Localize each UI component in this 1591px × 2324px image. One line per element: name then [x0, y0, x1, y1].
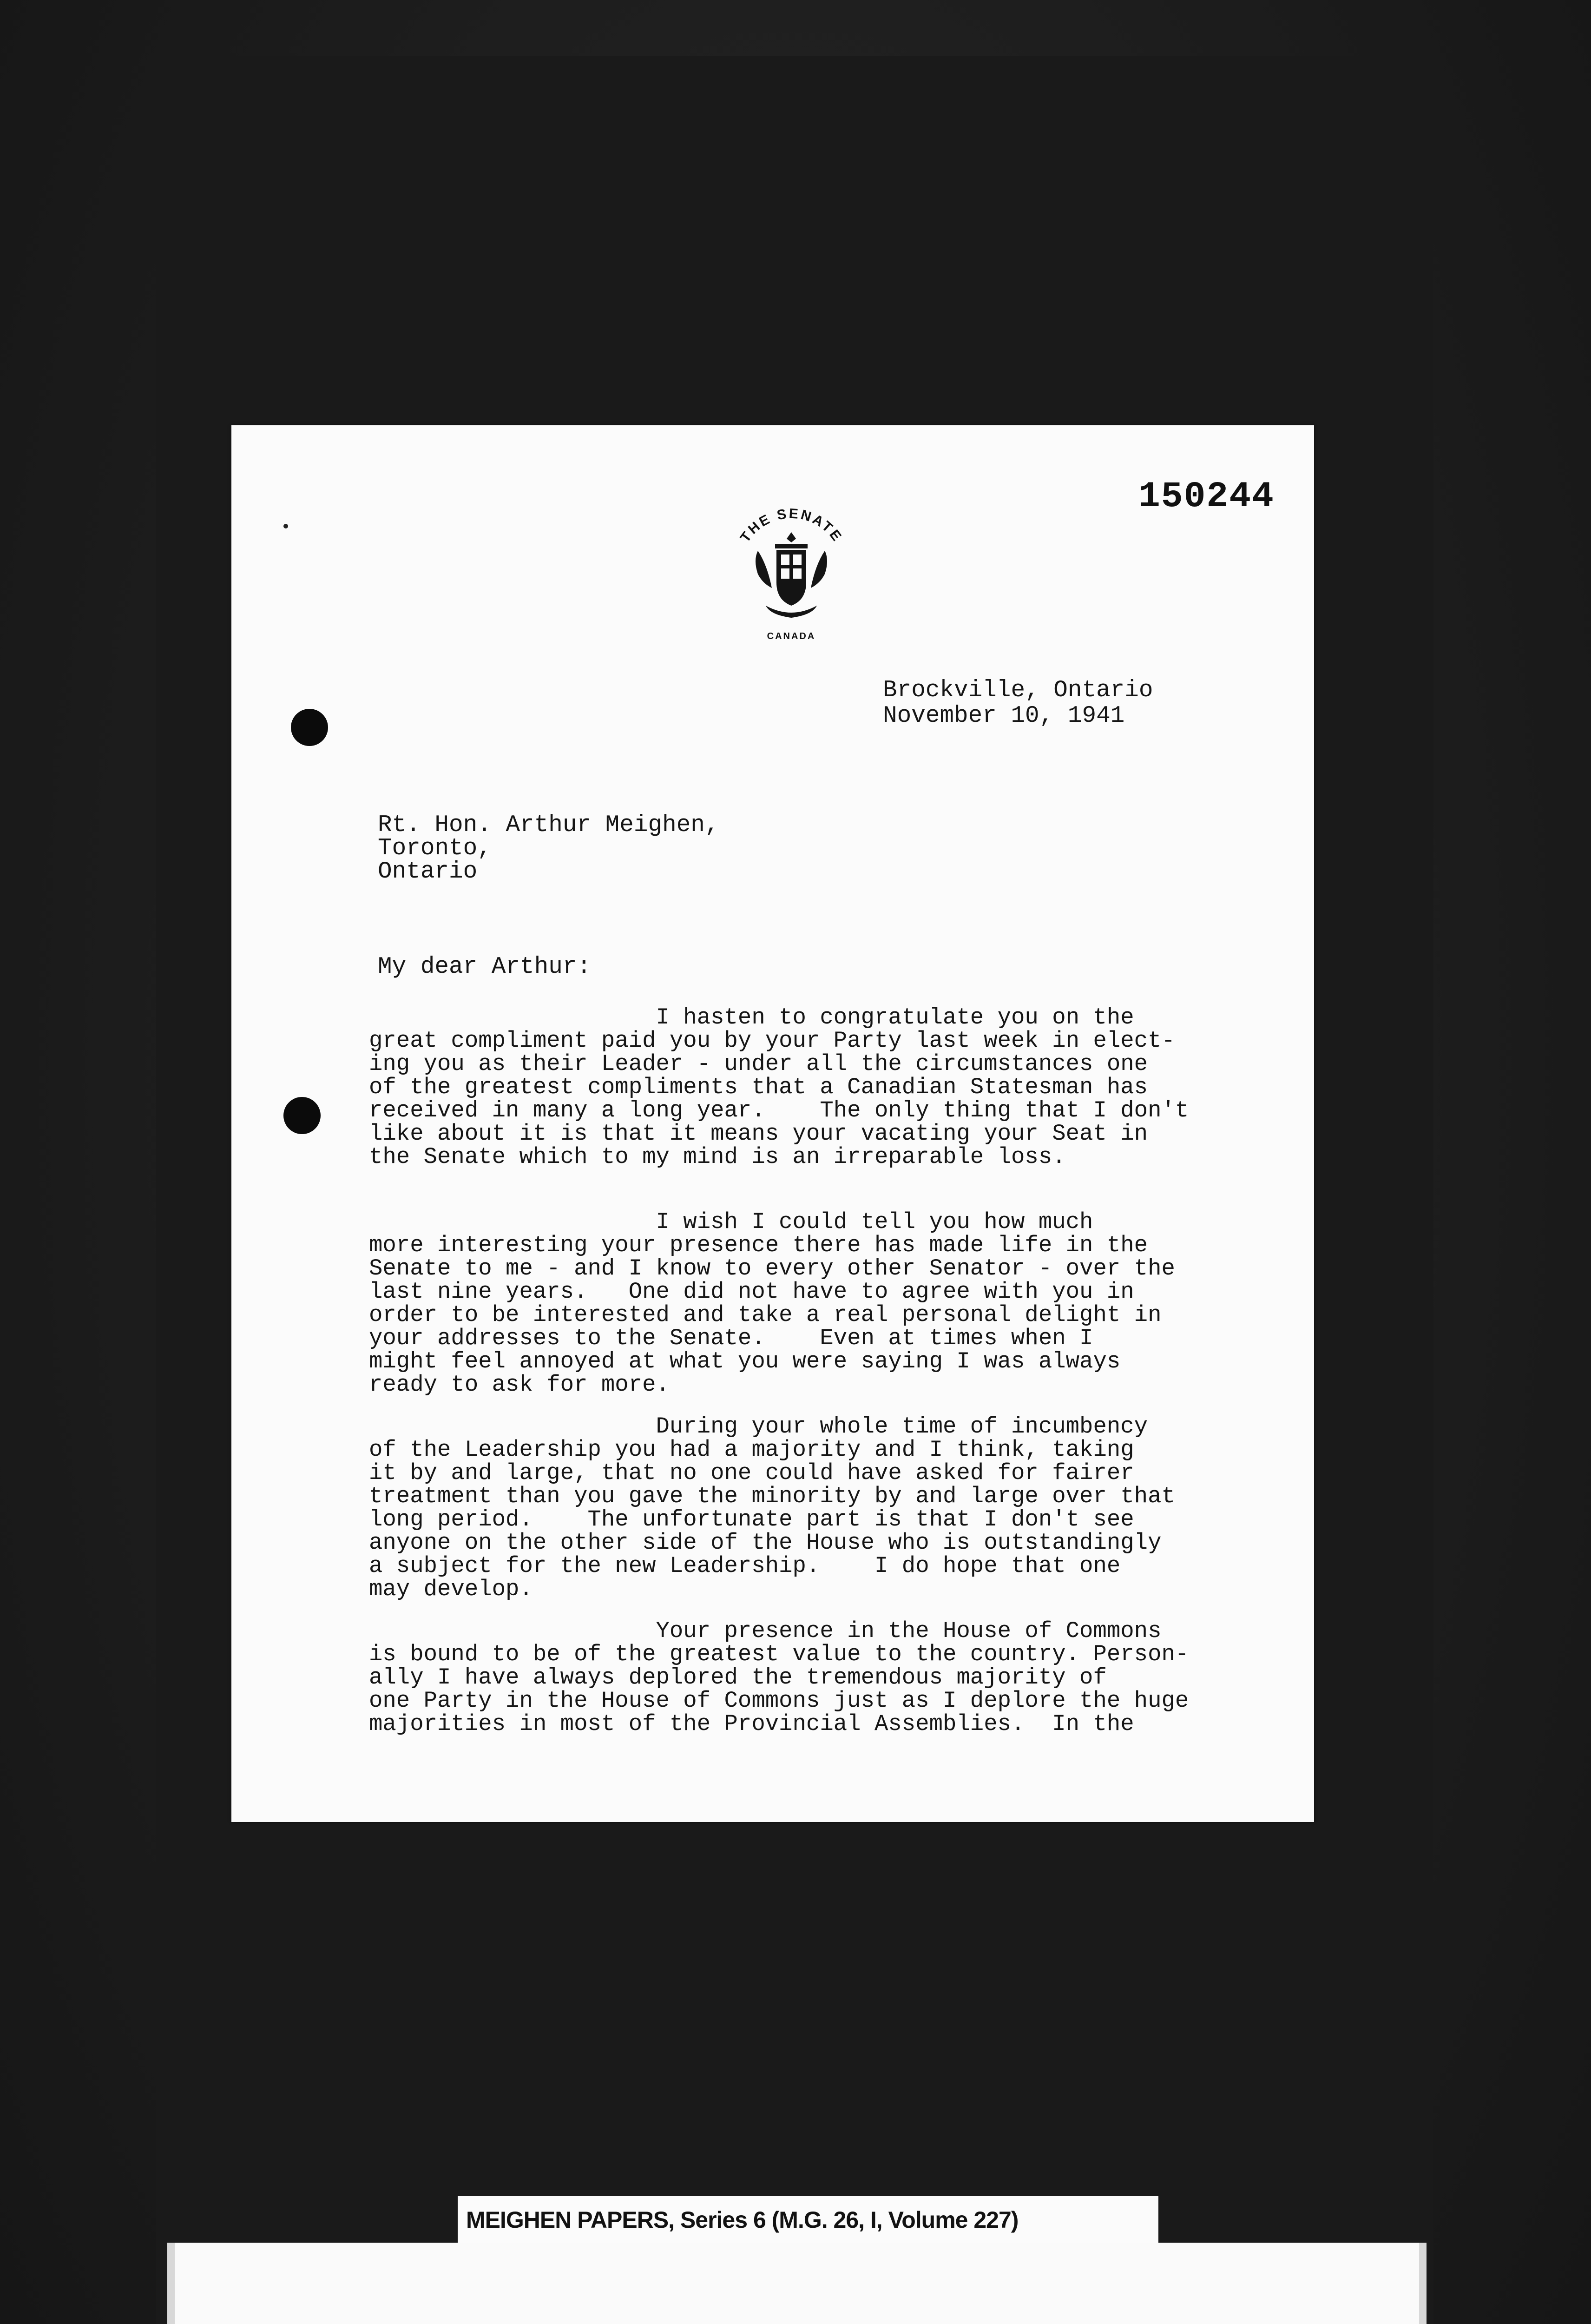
text-line: more interesting your presence there has made life in the: [369, 1232, 1148, 1258]
text-line: long period. The unfortunate part is that I don't see: [369, 1506, 1134, 1532]
speck: [283, 524, 288, 528]
collection-label: [458, 2196, 1158, 2243]
archive-card: [167, 2243, 1427, 2324]
text-line: During your whole time of incumbency: [369, 1413, 1148, 1439]
text-line: I hasten to congratulate you on the: [369, 1004, 1134, 1030]
text-line: ready to ask for more.: [369, 1372, 670, 1398]
text-line: treatment than you gave the minority by and large over that: [369, 1483, 1175, 1509]
recipient-line: Ontario: [378, 858, 478, 885]
text-line: the Senate which to my mind is an irreparable loss.: [369, 1144, 1066, 1170]
text-line: like about it is that it means your vacating your Seat in: [369, 1121, 1148, 1147]
text-line: a subject for the new Leadership. I do hope that one: [369, 1553, 1121, 1579]
text-line: may develop.: [369, 1576, 533, 1602]
text-line: of the Leadership you had a majority and I think, taking: [369, 1437, 1134, 1463]
text-line: order to be interested and take a real personal delight in: [369, 1302, 1162, 1328]
text-line: last nine years. One did not have to agree with you in: [369, 1279, 1134, 1305]
senate-crest-icon: [722, 500, 861, 648]
punch-hole: [291, 709, 328, 746]
collection-label-text: MEIGHEN PAPERS, Series 6 (M.G. 26, I, Volume 227): [466, 2207, 1019, 2233]
punch-hole: [283, 1097, 321, 1134]
letterhead-bottom: CANADA: [767, 631, 816, 641]
text-line: I wish I could tell you how much: [369, 1209, 1093, 1235]
text-line: Senate to me - and I know to every other Senator - over the: [369, 1255, 1175, 1281]
text-line: one Party in the House of Commons just as I deplore the huge: [369, 1688, 1189, 1714]
document-number: 150244: [1138, 476, 1275, 517]
text-line: received in many a long year. The only thing that I don't: [369, 1097, 1189, 1123]
text-line: of the greatest compliments that a Canadian Statesman has: [369, 1074, 1148, 1100]
text-line: your addresses to the Senate. Even at times when I: [369, 1325, 1093, 1351]
letter-page: [231, 425, 1314, 1822]
text-line: anyone on the other side of the House who is outstandingly: [369, 1530, 1162, 1556]
text-line: might feel annoyed at what you were saying I was always: [369, 1348, 1121, 1374]
text-line: it by and large, that no one could have asked for fairer: [369, 1460, 1134, 1486]
letter-date: November 10, 1941: [883, 703, 1125, 729]
recipient-line: Toronto,: [378, 835, 492, 862]
recipient-line: Rt. Hon. Arthur Meighen,: [378, 812, 719, 838]
text-line: majorities in most of the Provincial Assemblies. In the: [369, 1711, 1134, 1737]
letterhead-top: THE SENATE: [737, 506, 846, 545]
text-line: is bound to be of the greatest value to the country. Person-: [369, 1641, 1189, 1667]
text-line: ing you as their Leader - under all the circumstances one: [369, 1051, 1148, 1077]
text-line: great compliment paid you by your Party last week in elect-: [369, 1028, 1175, 1054]
place: Brockville, Ontario: [883, 677, 1153, 704]
text-line: Your presence in the House of Commons: [369, 1618, 1162, 1644]
card-edge: [1419, 2243, 1427, 2324]
salutation: My dear Arthur:: [378, 954, 592, 980]
text-line: ally I have always deplored the tremendous majority of: [369, 1664, 1107, 1690]
card-edge: [167, 2243, 175, 2324]
